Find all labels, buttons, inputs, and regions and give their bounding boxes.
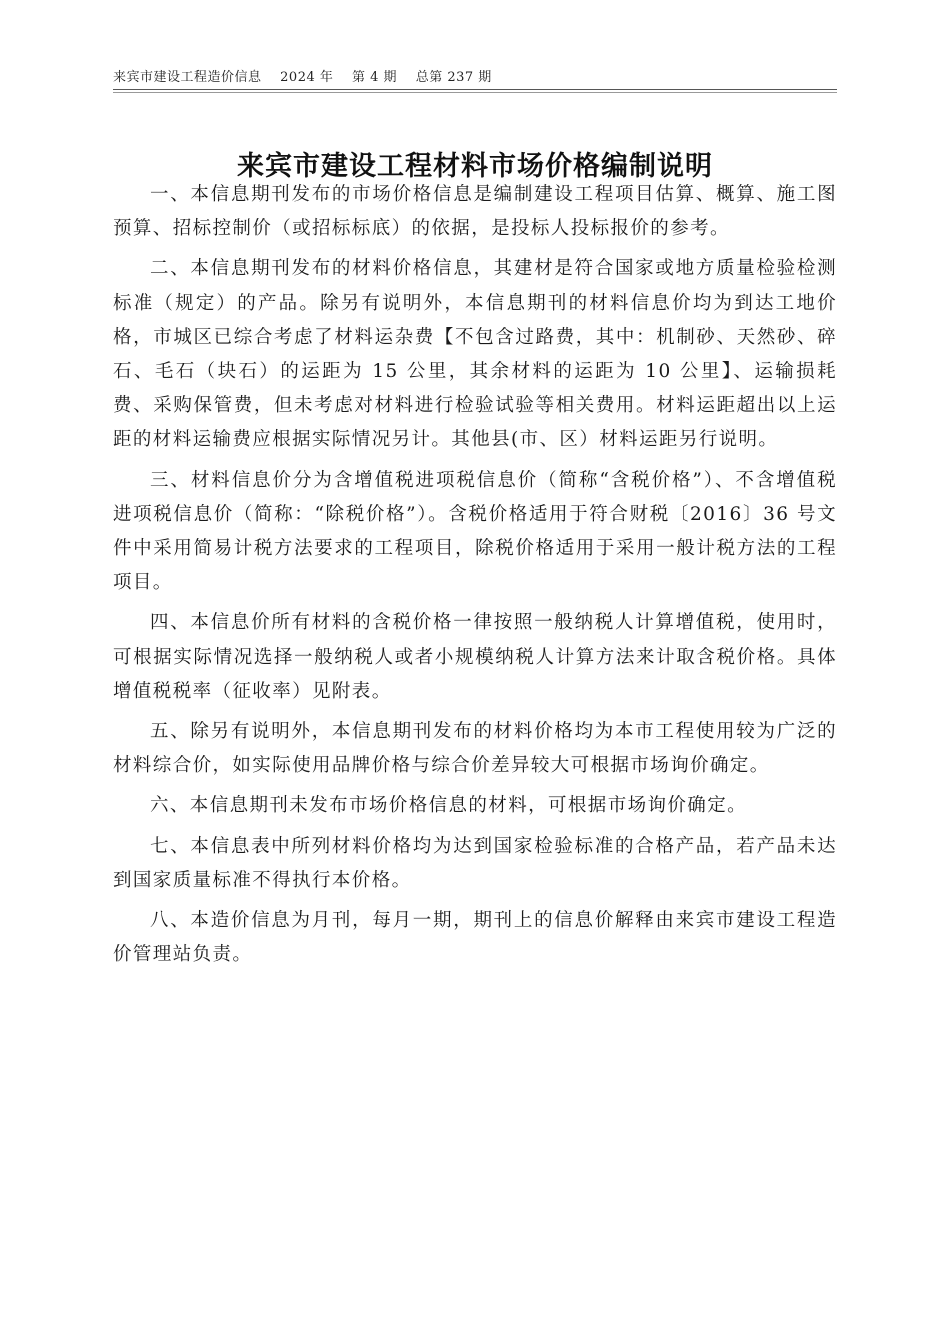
paragraph-8: 八、本造价信息为月刊，每月一期，期刊上的信息价解释由来宾市建设工程造价管理站负责。 [113, 910, 837, 966]
header-divider-secondary [113, 92, 837, 93]
paragraph-3: 三、材料信息价分为含增值税进项税信息价（简称“含税价格”）、不含增值税进项税信息价（简称：“除税价格”）。含税价格适用于符合财税〔2016〕36 号文件中采用简易计税方法要求的工程项目，除税价格适用于采用一般计税方法的工程项目。 [113, 469, 837, 594]
paragraph-6: 六、本信息期刊未发布市场价格信息的材料，可根据市场询价确定。 [150, 795, 748, 817]
paragraph-2: 二、本信息期刊发布的材料价格信息，其建材是符合国家或地方质量检验检测标准（规定）的产品。除另有说明外，本信息期刊的材料信息价均为到达工地价格，市城区已综合考虑了材料运杂费【不包含过路费，其中：机制砂、天然砂、碎石、毛石（块石）的运距为 15 公里，其余材料的运距为 10 公里】、运输损耗费、采购保管费，但未考虑对材料进行检验试验等相关费用。材料运距超出以上运距的材料运输费应根据实际情况另计。其他县(市、区）材料运距另行说明。 [113, 258, 837, 451]
running-header [113, 66, 506, 85]
publication-year: 2024 年 [280, 70, 334, 85]
publication-name: 来宾市建设工程造价信息 [113, 70, 262, 85]
paragraph-1: 一、本信息期刊发布的市场价格信息是编制建设工程项目估算、概算、施工图预算、招标控制价（或招标标底）的依据，是投标人投标报价的参考。 [113, 184, 837, 240]
issue-number: 第 4 期 [352, 70, 398, 85]
paragraph-5: 五、除另有说明外，本信息期刊发布的材料价格均为本市工程使用较为广泛的材料综合价，如实际使用品牌价格与综合价差异较大可根据市场询价确定。 [113, 721, 837, 777]
paragraph-7: 七、本信息表中所列材料价格均为达到国家检验标准的合格产品，若产品未达到国家质量标准不得执行本价格。 [113, 835, 837, 891]
total-issue-number: 总第 237 期 [415, 70, 492, 85]
header-divider [113, 89, 837, 90]
body-text [113, 178, 837, 978]
paragraph-4: 四、本信息价所有材料的含税价格一律按照一般纳税人计算增值税，使用时，可根据实际情况选择一般纳税人或者小规模纳税人计算方法来计取含税价格。具体增值税税率（征收率）见附表。 [113, 612, 837, 702]
page-title: 来宾市建设工程材料市场价格编制说明 [237, 151, 713, 183]
